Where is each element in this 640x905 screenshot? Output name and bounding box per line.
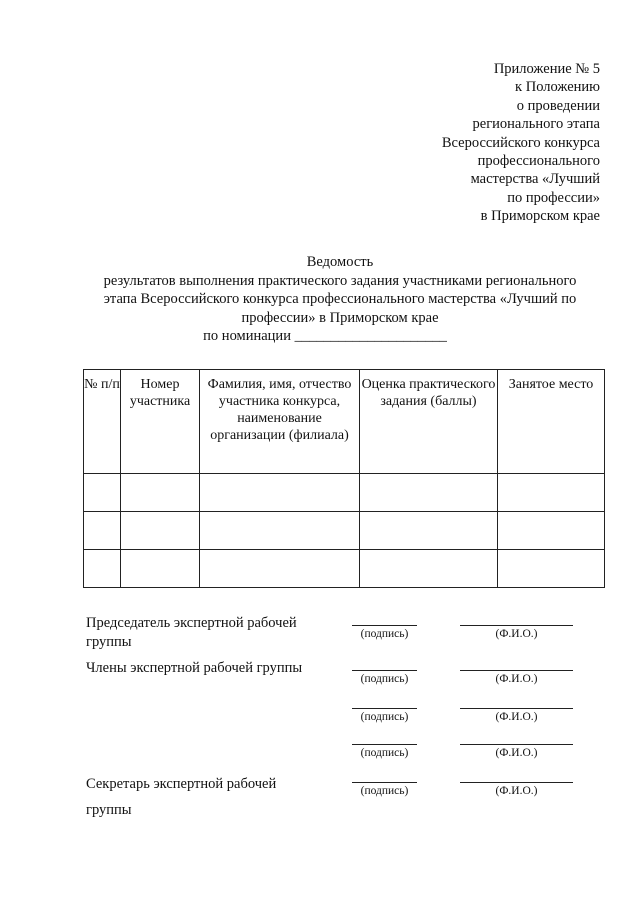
header-participant-name: Фамилия, имя, отчество участника конкурса, наименование организации (филиала) xyxy=(200,370,360,474)
signature-caption: (подпись) xyxy=(360,785,409,797)
table-cell[interactable] xyxy=(121,474,200,512)
appendix-line: Приложение № 5 xyxy=(493,61,600,77)
appendix-line: регионального этапа xyxy=(472,116,600,133)
table-cell[interactable] xyxy=(84,474,121,512)
document-title xyxy=(60,253,620,346)
name-caption: (Ф.И.О.) xyxy=(495,711,538,723)
title-line: результатов выполнения практического задания участниками регионального xyxy=(103,272,577,289)
table-cell[interactable] xyxy=(498,512,605,550)
table-cell[interactable] xyxy=(84,550,121,588)
table-cell[interactable] xyxy=(498,474,605,512)
appendix-line: Всероссийского конкурса xyxy=(441,134,600,151)
header-place: Занятое место xyxy=(498,370,605,474)
appendix-line: по профессии» xyxy=(507,189,600,206)
table-cell[interactable] xyxy=(498,550,605,588)
member-signature-line[interactable] xyxy=(352,670,417,671)
title-heading: Ведомость xyxy=(306,254,374,270)
secretary-name-line[interactable] xyxy=(460,782,573,783)
signature-caption: (подпись) xyxy=(360,628,409,640)
appendix-line: профессионального xyxy=(477,153,600,170)
results-table xyxy=(83,369,605,588)
table-row xyxy=(84,474,605,512)
chairman-signature-line[interactable] xyxy=(352,625,417,626)
appendix-header xyxy=(442,60,600,226)
name-caption: (Ф.И.О.) xyxy=(495,785,538,797)
table-cell[interactable] xyxy=(84,512,121,550)
table-cell[interactable] xyxy=(121,512,200,550)
table-cell[interactable] xyxy=(360,474,498,512)
signature-caption: (подпись) xyxy=(360,673,409,685)
table-cell[interactable] xyxy=(360,512,498,550)
chairman-name-line[interactable] xyxy=(460,625,573,626)
table-cell[interactable] xyxy=(360,550,498,588)
secretary-label: Секретарь экспертной рабочей группы xyxy=(86,776,277,818)
table-row xyxy=(84,512,605,550)
header-number: № п/п xyxy=(84,370,121,474)
members-label: Члены экспертной рабочей группы xyxy=(86,660,303,676)
table-cell[interactable] xyxy=(121,550,200,588)
table-row xyxy=(84,550,605,588)
table-cell[interactable] xyxy=(200,550,360,588)
appendix-line: к Положению xyxy=(515,79,600,96)
title-line: профессии» в Приморском крае xyxy=(241,309,439,326)
header-participant-number: Номер участника xyxy=(121,370,200,474)
title-line: этапа Всероссийского конкурса профессионального мастерства «Лучший по xyxy=(103,291,577,308)
member-signature-line[interactable] xyxy=(352,744,417,745)
nomination-line: по номинации _____________________ xyxy=(203,328,447,345)
name-caption: (Ф.И.О.) xyxy=(495,628,538,640)
table-cell[interactable] xyxy=(200,474,360,512)
member-signature-line[interactable] xyxy=(352,708,417,709)
secretary-signature-line[interactable] xyxy=(352,782,417,783)
member-name-line[interactable] xyxy=(460,670,573,671)
appendix-line: в Приморском крае xyxy=(480,208,600,225)
member-name-line[interactable] xyxy=(460,744,573,745)
signature-caption: (подпись) xyxy=(360,747,409,759)
signature-caption: (подпись) xyxy=(360,711,409,723)
appendix-line: мастерства «Лучший xyxy=(470,171,600,188)
chairman-label: Председатель экспертной рабочей группы xyxy=(86,615,297,650)
name-caption: (Ф.И.О.) xyxy=(495,673,538,685)
appendix-line: о проведении xyxy=(516,97,600,114)
header-score: Оценка практического задания (баллы) xyxy=(360,370,498,474)
table-cell[interactable] xyxy=(200,512,360,550)
table-header-row xyxy=(84,370,605,474)
name-caption: (Ф.И.О.) xyxy=(495,747,538,759)
member-name-line[interactable] xyxy=(460,708,573,709)
